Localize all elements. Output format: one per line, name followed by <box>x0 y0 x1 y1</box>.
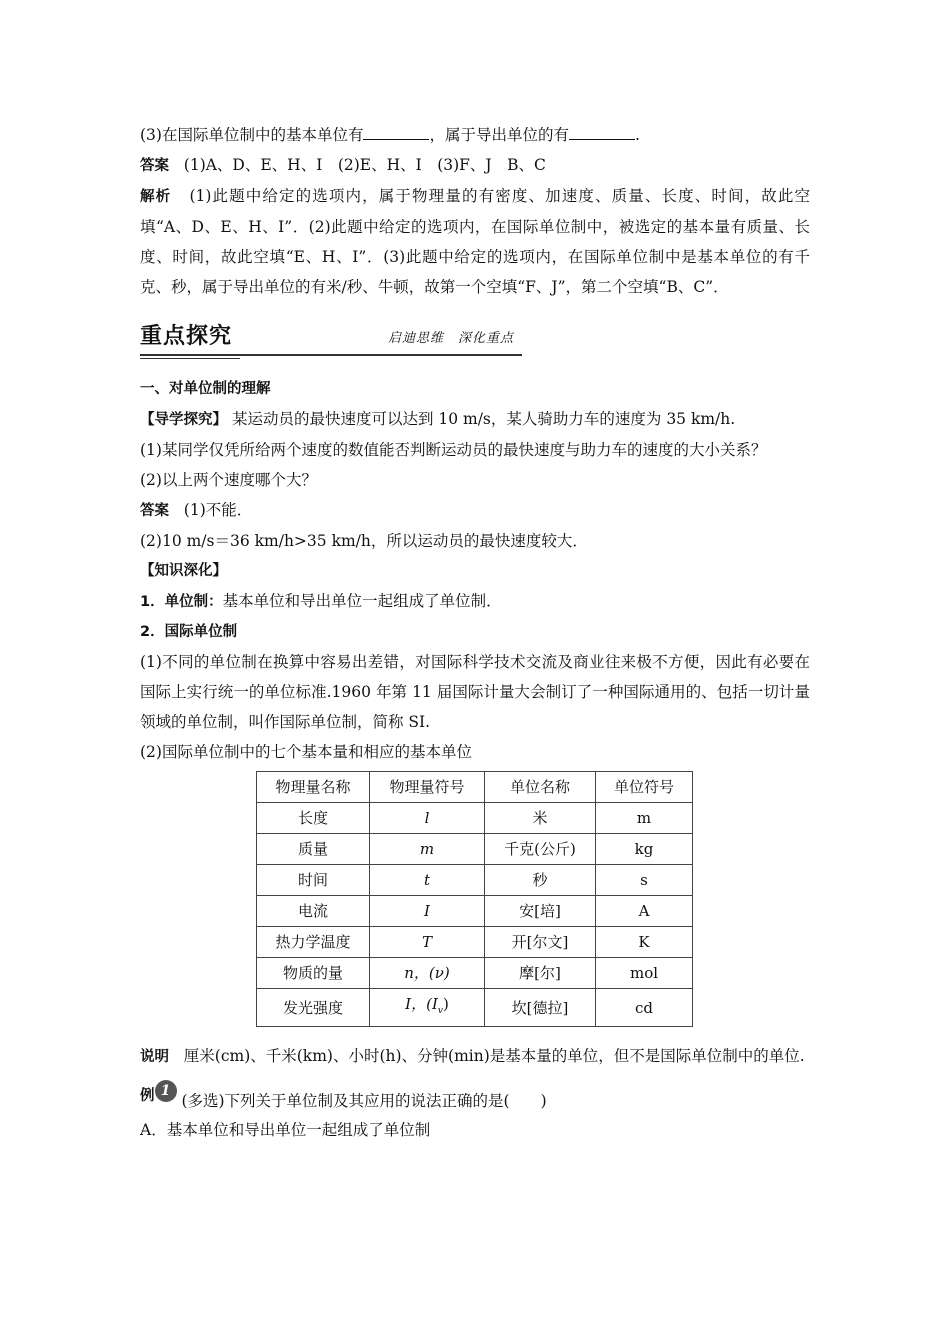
item-1-text: 基本单位和导出单位一起组成了单位制． <box>222 592 502 610</box>
answer-2-line2: (2)10 m/s＝36 km/h>35 km/h，所以运动员的最快速度较大． <box>140 532 588 550</box>
table-row <box>257 927 693 958</box>
knowledge-paragraph-1: (1)不同的单位制在换算中容易出差错，对国际科学技术交流及商业往来极不方便，因此有必要在国际上实行统一的单位标准.1960 年第 11 届国际计量大会制订了一种国际通用的、包括一切计量领域的单位制，叫作国际单位制，简称 SI. <box>140 653 810 731</box>
table-cell: n，(ν) <box>370 958 485 989</box>
table-header: 物理量名称 <box>257 772 370 803</box>
table-cell: m <box>370 834 485 865</box>
guide-text: 某运动员的最快速度可以达到 10 m/s，某人骑助力车的速度为 35 km/h. <box>231 410 736 428</box>
blank-2 <box>569 121 635 140</box>
example-text: (多选)下列关于单位制及其应用的说法正确的是( ) <box>181 1092 547 1110</box>
table-cell: 米 <box>485 803 596 834</box>
guide-label: 【导学探究】 <box>140 412 227 428</box>
table-cell: t <box>370 865 485 896</box>
table-cell: s <box>596 865 693 896</box>
table-cell: 热力学温度 <box>257 927 370 958</box>
table-cell: 长度 <box>257 803 370 834</box>
question-3: (3)在国际单位制中的基本单位有 ，属于导出单位的有 . <box>140 120 810 150</box>
blank-1 <box>363 121 429 140</box>
table-cell: 电流 <box>257 896 370 927</box>
table-cell: 千克(公斤) <box>485 834 596 865</box>
answer-label: 答案 <box>140 158 169 174</box>
table-cell: I <box>370 896 485 927</box>
banner-rule-accent <box>140 358 240 359</box>
table-cell: 时间 <box>257 865 370 896</box>
table-row <box>257 834 693 865</box>
table-cell: 摩[尔] <box>485 958 596 989</box>
document-page <box>140 120 810 1145</box>
section-banner <box>140 310 810 370</box>
table-row <box>257 989 693 1027</box>
table-cell: 开[尔文] <box>485 927 596 958</box>
guide-explore <box>140 404 810 435</box>
item-1-head: 1．单位制： <box>140 594 223 610</box>
table-row <box>257 803 693 834</box>
option-a: A．基本单位和导出单位一起组成了单位制 <box>140 1121 431 1139</box>
table-row <box>257 865 693 896</box>
answer-1 <box>140 150 810 181</box>
guide-question-1: (1)某同学仅凭所给两个速度的数值能否判断运动员的最快速度与助力车的速度的大小关系？ <box>140 441 767 459</box>
banner-title: 重点探究 <box>140 324 233 349</box>
table-cell: mol <box>596 958 693 989</box>
section-title: 一、对单位制的理解 <box>140 381 271 397</box>
table-header: 单位名称 <box>485 772 596 803</box>
banner-rule <box>140 354 522 356</box>
note-label: 说明 <box>140 1049 169 1065</box>
analysis-label: 解析 <box>140 189 172 205</box>
table-cell: cd <box>596 989 693 1027</box>
table-cell: A <box>596 896 693 927</box>
table-cell: 秒 <box>485 865 596 896</box>
analysis-text: (1)此题中给定的选项内，属于物理量的有密度、加速度、质量、长度、时间，故此空填“A、D、E、H、I”．(2)此题中给定的选项内，在国际单位制中，被选定的基本量有质量、长度、时间，故此空填“E、H、I”．(3)此题中给定的选项内，在国际单位制中是基本单位的有千克、秒，属于导出单位的有米/秒、牛顿，故第一个空填“F、J”，第二个空填“B、C”． <box>140 187 811 296</box>
analysis <box>140 181 810 302</box>
knowledge-item-1 <box>140 586 810 617</box>
answer-2-line1: (1)不能． <box>183 501 253 519</box>
table-cell: T <box>370 927 485 958</box>
table-cell: K <box>596 927 693 958</box>
table-cell: m <box>596 803 693 834</box>
knowledge-label: 【知识深化】 <box>140 563 227 579</box>
knowledge-paragraph-2: (2)国际单位制中的七个基本量和相应的基本单位 <box>140 743 472 761</box>
table-cell: l <box>370 803 485 834</box>
table-header-row <box>257 772 693 803</box>
table-cell: kg <box>596 834 693 865</box>
table-cell: I，$(I_v)$ <box>370 989 485 1027</box>
example-number-badge: 1 <box>155 1080 177 1102</box>
table-cell: 物质的量 <box>257 958 370 989</box>
example-label: 例 <box>140 1088 155 1104</box>
table-cell: 发光强度 <box>257 989 370 1027</box>
table-cell: 安[培] <box>485 896 596 927</box>
table-cell: 坎[德拉] <box>485 989 596 1027</box>
table-cell: 质量 <box>257 834 370 865</box>
note <box>140 1041 810 1072</box>
knowledge-item-2: 2．国际单位制 <box>140 624 238 640</box>
guide-question-2: (2)以上两个速度哪个大？ <box>140 471 317 489</box>
answer-2 <box>140 495 810 526</box>
table-header: 单位符号 <box>596 772 693 803</box>
note-text: 厘米(cm)、千米(km)、小时(h)、分钟(min)是基本量的单位，但不是国际单位制中的单位. <box>183 1047 805 1065</box>
answer-2-label: 答案 <box>140 503 169 519</box>
answer-text: (1)A、D、E、H、I (2)E、H、I (3)F、J B、C <box>183 156 546 174</box>
table-row <box>257 958 693 989</box>
table-row <box>257 896 693 927</box>
banner-subtitle: 启迪思维 深化重点 <box>388 331 515 346</box>
table-header: 物理量符号 <box>370 772 485 803</box>
example-1 <box>140 1080 810 1111</box>
si-units-table <box>256 771 693 1027</box>
